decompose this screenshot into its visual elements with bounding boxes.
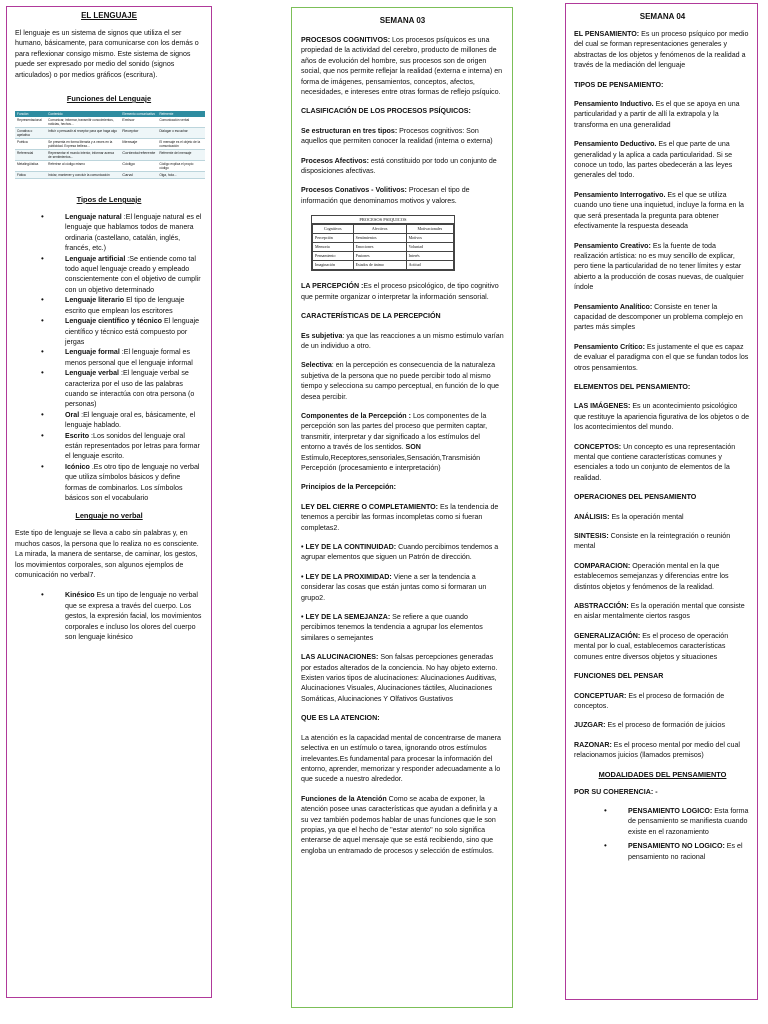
table-cell: Pasiones (353, 252, 406, 261)
definition: Operación mental en la que establecemos semejanzas y diferencias entre los distintos objetos y fenómenos de la realidad. (574, 561, 729, 591)
table-cell: Emociones (353, 243, 406, 252)
section-heading (301, 311, 504, 321)
list-item (65, 295, 203, 316)
table-cell: Dialogar o escuchar (157, 128, 205, 139)
definition: Es el que parte de una generalidad y la aplica a cada particularidad. Si se conoce un todo, las partes obedecerán a las leyes generales del todo. (574, 140, 733, 180)
term: Componentes de la Percepción : (301, 411, 411, 420)
table-cell: Estados de ánimo (353, 261, 406, 270)
term: Se estructuran en tres tipos: (301, 126, 398, 135)
table-row (15, 117, 205, 128)
definition: Es justamente el que es capaz de evaluar el paradigma con el que se fundan todos los otros pensamientos. (574, 342, 749, 372)
definition: El lenguaje oral es, básicamente, el lenguaje hablado. (65, 410, 196, 430)
paragraph (574, 442, 751, 484)
kinesic-list (15, 590, 203, 642)
table-cell: Contexto/referente (120, 150, 157, 161)
list-item (65, 212, 203, 254)
list-item (628, 806, 751, 837)
table-cell: Motivos (406, 234, 453, 243)
table-row (313, 243, 454, 252)
table-row (15, 150, 205, 161)
definition: Es la tendencia de tenemos a percibir las formas incompletas como si fueran completas2. (301, 502, 499, 532)
term: PENSAMIENTO NO LOGICO: (628, 842, 725, 851)
term: Kinésico (65, 591, 95, 600)
definition: Un concepto es una representación mental que contiene características comunes y esenciales a todo un conjunto de elementos de la realidad. (574, 442, 736, 482)
table-cell: Imaginación (313, 261, 354, 270)
term: CONCEPTOS: (574, 442, 622, 451)
section-heading (574, 492, 751, 502)
paragraph (574, 29, 751, 71)
table-cell: Referencial (15, 150, 46, 161)
paragraph (301, 794, 504, 856)
definition: Es la operación mental (609, 512, 684, 521)
section-heading (574, 787, 751, 797)
term: Pensamiento Analítico: (574, 302, 653, 311)
table-cell: Se presenta en forma literaria y a veces en la publicidad. Expresa belleza... (46, 139, 120, 150)
section-heading (574, 382, 751, 392)
term: RAZONAR: (574, 740, 612, 749)
term: LEY DEL CIERRE O COMPLETAMIENTO: (301, 502, 439, 511)
nonverbal-heading: Lenguaje no verbal (75, 511, 143, 521)
table-cell: Receptor (120, 128, 157, 139)
term: GENERALIZACIÓN: (574, 631, 641, 640)
functions-heading: Funciones del Lenguaje (66, 94, 152, 104)
paragraph (301, 652, 504, 704)
table-cell: Actitud (406, 261, 453, 270)
term: Procesos Afectivos: (301, 156, 369, 165)
term: QUE ES LA ATENCION: (301, 714, 380, 723)
definition: Los sonidos del lenguaje oral están representados por letras para formar el lenguaje escrito. (65, 431, 200, 461)
table-cell: Mensaje (120, 139, 157, 150)
definition: Procesan el tipo de información que denominamos motivos y valores. (301, 186, 470, 205)
paragraph (574, 740, 751, 761)
table-cell: Pensamiento (313, 252, 354, 261)
paragraph (574, 302, 751, 333)
intro-paragraph: El lenguaje es un sistema de signos que utiliza el ser humano, básicamente, para comunicarse con los demás o para reflexionar consigo mismo. Este sistema de signos puede ser expresado por medio del sonido (signos articulados) o por medios gráficos (escritura). (15, 29, 199, 79)
paragraph: La atención es la capacidad mental de concentrarse de manera selectiva en un estímulo o tarea, ignorando otros estímulos irrelevantes.Es fundamental para procesar la información del entorno, aprender, memorizar y responder adecuadamente a lo que sucede a nuestro alrededor. (301, 733, 501, 784)
table-cell: Fática (15, 172, 46, 179)
term: LAS ALUCINACIONES: (301, 653, 379, 662)
term: Pensamiento Crítico: (574, 342, 645, 351)
definition: Es el proceso de operación mental por lo cual, establecemos características comunes entre diversos objetos y situaciones (574, 631, 729, 661)
table-cell: Comunicación verbal (157, 117, 205, 128)
table-cell: Voluntad (406, 243, 453, 252)
paragraph (301, 502, 504, 533)
term: EL PENSAMIENTO: (574, 30, 640, 38)
paragraph (574, 512, 751, 522)
table-cell: Código (120, 161, 157, 172)
list-item (65, 462, 203, 504)
separator: : (125, 254, 130, 263)
definition: Consiste en la reintegración o reunión mental (574, 532, 731, 551)
term: Lenguaje científico y técnico (65, 317, 162, 326)
term: Procesos Conativos - Volitivos: (301, 186, 407, 195)
term: POR SU COHERENCIA: - (574, 787, 658, 796)
table-cell: Oiga, hola... (157, 172, 205, 179)
table-cell: Comunicar, informar, transmitir conocimientos, noticias, hechos... (46, 117, 120, 128)
functions-table (15, 111, 205, 179)
paragraph (574, 342, 751, 373)
definition: Es un acontecimiento psicológico que restituye la apariencia figurativa de los objetos o de los acontecimientos del mundo. (574, 402, 750, 432)
definition: Es el que se apoya en una particularidad y a partir de allí la extrapola y la transforma en una generalidad (574, 100, 740, 129)
panel-el-lenguaje (6, 6, 212, 998)
table-header-cell: Referente (157, 111, 205, 117)
definition: Son falsas percepciones generadas por estados alterados de la conciencia. No hay objeto externo. Existen varios tipos de alucinaciones: Alucinaciones Auditivas, Alucinaciones Visuales, Alucinaciones táctiles, Alucinaciones Somáticas, Alucinaciones Y Olfativos Gustativos (301, 653, 498, 703)
table-header-cell: Cognitivos (313, 225, 354, 234)
definition: Es un proceso psíquico por medio del cual se forman representaciones generales y abstractas de los objetos y fenómenos de la realidad a través de la mediación del lenguaje (574, 30, 749, 70)
paragraph (574, 561, 751, 592)
table-cell: Poética (15, 139, 46, 150)
table-cell: Metalingüística (15, 161, 46, 172)
definition: El lenguaje científico y técnico está compuesto por jergas (65, 317, 200, 346)
term: ABSTRACCIÓN: (574, 602, 629, 611)
paragraph (574, 401, 751, 432)
paragraph (301, 612, 504, 643)
definition: Es el proceso psicológico, de tipo cognitivo que permite organizar o interpretar la información sensorial. (301, 282, 499, 301)
definition: Es un tipo de lenguaje no verbal que se expresa a través del cuerpo. Los gestos, la expresión facial, los movimientos corporales e incluso los olores del cuerpo son lenguaje kinésico (65, 591, 202, 642)
table-header-cell: Función (15, 111, 46, 117)
table-row (15, 139, 205, 150)
paragraph (574, 190, 751, 232)
term: Escrito (65, 431, 90, 440)
definition: Los procesos psíquicos es una propiedad de la actividad del cerebro, producto de millones de años de evolución del hombre, sus procesos son de origen social, que nos permite reflejar la realidad (externa e interna) en forma de imágenes, pensamientos, conceptos, afectos, necesidades, e intereses entre otras formas de reflejo psíquico. (301, 36, 503, 97)
term: Lenguaje formal (65, 348, 120, 357)
term: PROCESOS COGNITIVOS: (301, 36, 391, 44)
table-title: PROCESOS PSIQUICOS (312, 216, 454, 224)
definition: Se refiere a que cuando percibimos tenemos la tendencia a agrupar los elementos similares o semejantes (301, 613, 483, 642)
table-row (313, 261, 454, 270)
table-cell: Emisor (120, 117, 157, 128)
term: CLASIFICACIÓN DE LOS PROCESOS PSÍQUICOS: (301, 107, 471, 116)
term: Lenguaje artificial (65, 254, 126, 263)
term: JUZGAR: (574, 721, 606, 730)
term: Icónico (65, 462, 90, 471)
term: OPERACIONES DEL PENSAMIENTO (574, 493, 697, 502)
separator: : (119, 369, 123, 378)
list-item (65, 368, 203, 410)
list-item (65, 590, 203, 642)
term: ANÁLISIS: (574, 512, 610, 521)
table-cell: Conativa o apelativa (15, 128, 46, 139)
nonverbal-paragraph: Este tipo de lenguaje se lleva a cabo sin palabras y, en muchos casos, la persona que lo realiza no es consciente. La mirada, la manera de sentarse, de caminar, los gestos, los movimientos corporales, son algunos ejemplos de comunicación no verbal7. (15, 529, 199, 580)
paragraph (574, 139, 751, 181)
paragraph (301, 185, 504, 206)
table-cell: Interés (406, 252, 453, 261)
panel-title: EL LENGUAJE (81, 11, 137, 20)
table-cell: El mensaje es el objeto de la comunicación (157, 139, 205, 150)
separator: . (89, 462, 94, 471)
table-cell: Iniciar, mantener y concluir la comunicación (46, 172, 120, 179)
paragraph (301, 542, 504, 563)
term: LAS IMÁGENES: (574, 402, 631, 411)
table-row (15, 161, 205, 172)
psychic-processes-table (311, 215, 455, 271)
term: Pensamiento Deductivo. (574, 140, 657, 149)
term: • LEY DE LA CONTINUIDAD: (301, 543, 397, 551)
table-header-cell: Motivacionales (406, 225, 453, 234)
term: Pensamiento Creativo: (574, 241, 651, 250)
definition: El lenguaje verbal se caracteriza por el uso de las palabras cuando se interactúa con otra persona (o personas) (65, 369, 195, 409)
separator: : (119, 348, 124, 357)
panel-title: SEMANA 03 (379, 16, 426, 25)
list-item (628, 841, 751, 862)
term: Pensamiento Inductivo. (574, 100, 654, 109)
paragraph (301, 281, 504, 302)
paragraph (574, 691, 751, 712)
term: • LEY DE LA SEMEJANZA: (301, 613, 391, 622)
definition: Estímulo,Receptores,sensoriales,Sensación,Transmisión Percepción (procesamiento e interpretación) (301, 453, 481, 472)
definition: : ya que las reacciones a un mismo estimulo varían de un individuo a otro. (301, 331, 504, 350)
term: FUNCIONES DEL PENSAR (574, 672, 664, 681)
term: Selectiva (301, 361, 332, 370)
list-item (65, 254, 203, 296)
modalities-heading: MODALIDADES DEL PENSAMIENTO (598, 769, 727, 779)
paragraph (574, 99, 751, 130)
paragraph (574, 241, 751, 293)
table-cell: Memoria (313, 243, 354, 252)
definition: El lenguaje natural es el lenguaje que hablamos todos de manera ordinaria (castellano, catalán, inglés, francés, etc.) (65, 213, 202, 253)
paragraph (574, 631, 751, 662)
definition: Es el pensamiento no racional (628, 842, 743, 861)
definition: Como se acaba de exponer, la atención posee unas características que ayudan a definirla y a su vez también podemos hablar de unas funciones que le son propias, ya que el hecho de "estar atento" no solo significa enterarse de aquel mensaje que se está recibiendo, sino que engloba un entramado de procesos y selección de estímulos. (301, 794, 498, 855)
term: Principios de la Percepción: (301, 483, 397, 492)
paragraph (574, 601, 751, 622)
definition: está constituido por todo un conjunto de disposiciones afectivas. (301, 156, 497, 176)
term: CARACTERÍSTICAS DE LA PERCEPCIÓN (301, 312, 441, 321)
term: SINTESIS: (574, 532, 609, 541)
term: CONCEPTUAR: (574, 691, 627, 700)
table-row (313, 234, 454, 243)
separator: : (89, 431, 94, 440)
table-row (15, 128, 205, 139)
paragraph (574, 531, 751, 552)
definition: Consiste en tener la capacidad de descomponer un problema complejo en partes más simples (574, 302, 743, 332)
term: Lenguaje verbal (65, 369, 120, 378)
definition: Se entiende como tal todo aquel lenguaje creado y empleado conscientemente con el objetivo de cumplir con un objetivo determinado (65, 254, 201, 294)
term: COMPARACION: (574, 561, 631, 570)
definition: Procesos cognitivos: Son aquellos que permiten conocer la realidad (interna o externa) (301, 126, 493, 146)
table-cell: Percepción (313, 234, 354, 243)
table-cell: Representar el mundo interior, informar acerca de sentimientos... (46, 150, 120, 161)
panel-semana-03 (291, 7, 513, 1008)
paragraph (301, 331, 504, 352)
term: Funciones de la Atención (301, 794, 387, 803)
table-cell: Representacional (15, 117, 46, 128)
paragraph (301, 156, 504, 177)
term: Oral (65, 410, 80, 419)
panel-title: SEMANA 04 (639, 12, 686, 21)
section-heading (301, 713, 504, 723)
definition: Es la fuente de toda realización artística: no es muy sencillo de explicar, pero tiene la particularidad de no tener límites y estar abierto a la producción de cosas nuevas, de cualquier índole (574, 241, 744, 292)
definition: Es otro tipo de lenguaje no verbal que utiliza símbolos básicos y define formas de combinarlos. Los símbolos básicos son el vocabulario (65, 462, 200, 502)
section-heading (301, 106, 504, 116)
list-item (65, 316, 203, 347)
table-header-cell: Contenido (46, 111, 120, 117)
definition: Es el que se utiliza cuando uno tiene una inquietud, incluye la forma en la que será presentada la pregunta para obtener efectivamente la respuesta deseada (574, 190, 744, 231)
separator: : (121, 213, 126, 222)
list-item (65, 410, 203, 431)
term: PENSAMIENTO LOGICO: (628, 806, 713, 815)
table-cell: Canal (120, 172, 157, 179)
term: Pensamiento Interrogativo. (574, 190, 666, 199)
paragraph (574, 720, 751, 730)
table-cell: Código explica el propio código (157, 161, 205, 172)
types-heading: Tipos de Lenguaje (76, 195, 142, 205)
definition: Es el proceso mental por medio del cual relacionamos juicios (llamados premisos) (574, 740, 740, 760)
term: Lenguaje natural (65, 213, 122, 222)
paragraph (301, 35, 504, 97)
list-item (65, 347, 203, 368)
section-heading (301, 482, 504, 492)
definition: Viene a ser la tendencia a considerar las cosas que están juntas como si formaran un grupo2. (301, 572, 487, 602)
table-row (313, 252, 454, 261)
table-row (15, 172, 205, 179)
section-heading (574, 80, 751, 90)
term: ELEMENTOS DEL PENSAMIENTO: (574, 382, 691, 391)
paragraph (301, 126, 504, 147)
table-cell: Referente del mensaje (157, 150, 205, 161)
definition: El lenguaje formal es menos personal que el lenguaje informal (65, 348, 193, 367)
definition: : en la percepción es consecuencia de la naturaleza subjetiva de la persona que no puede percibir todo al mismo tiempo y selecciona su campo perceptual, en función de lo que desea percibir. (301, 361, 499, 401)
definition: Cuando percibimos tendemos a agrupar elementos que siguen un Patrón de dirección. (301, 543, 499, 562)
term: SON (405, 443, 421, 452)
separator: : (79, 410, 84, 419)
table-cell: Sentimientos (353, 234, 406, 243)
definition: Es el proceso de formación de juicios (605, 721, 726, 730)
section-heading (574, 671, 751, 681)
table-cell: Referirse al código mismo (46, 161, 120, 172)
types-list (15, 212, 203, 503)
panel-semana-04 (565, 3, 758, 1000)
table-cell: Influir o persuadir al receptor para que haga algo (46, 128, 120, 139)
term: LA PERCEPCIÓN : (301, 282, 364, 291)
definition: Es el proceso de formación de conceptos. (574, 691, 725, 710)
modalities-list (574, 806, 751, 862)
definition: Los componentes de la percepción son las partes del proceso que permiten captar, transmitir, interpretar y dar significado a los estímulos del entorno a través de los sentidos. (301, 411, 488, 452)
paragraph (301, 360, 504, 402)
definition: Es la operación mental que consiste en aislar mentalmente ciertos rasgos (574, 602, 745, 621)
paragraph (301, 572, 504, 603)
table-header-cell: Elemento comunicativo (120, 111, 157, 117)
list-item (65, 431, 203, 462)
paragraph (301, 411, 504, 473)
table-header-cell: Afectivos (353, 225, 406, 234)
term: Es subjetiva (301, 331, 343, 340)
definition: Esta forma de pensamiento se manifiesta cuando existe en el razonamiento (628, 806, 749, 836)
term: TIPOS DE PENSAMIENTO: (574, 80, 664, 89)
term: Lenguaje literario (65, 296, 125, 305)
definition: El tipo de lenguaje escrito que emplean los escritores (65, 296, 185, 315)
term: • LEY DE LA PROXIMIDAD: (301, 572, 392, 581)
